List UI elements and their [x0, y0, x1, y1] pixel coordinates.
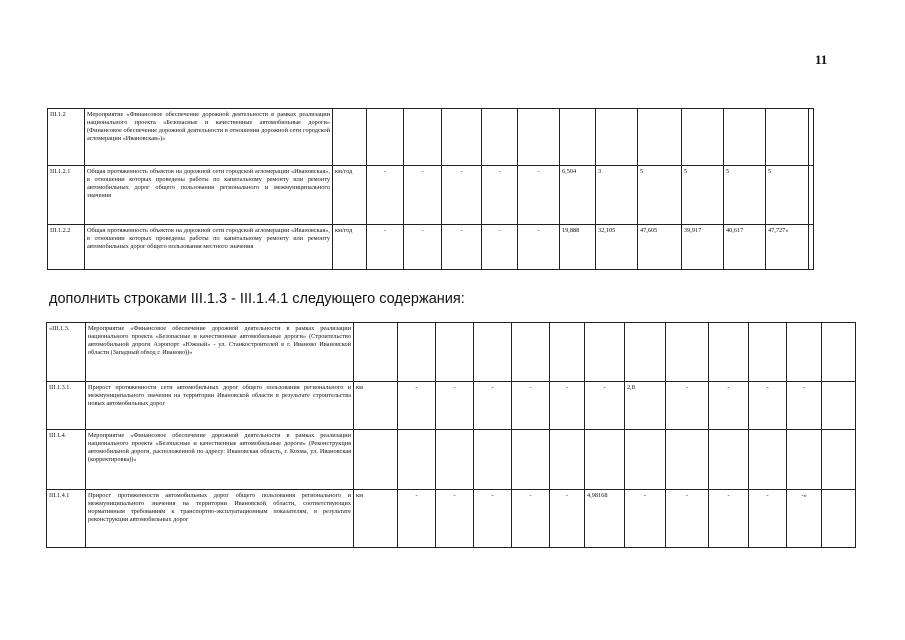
value-cell: - — [436, 490, 474, 548]
value-cell — [682, 109, 724, 166]
value-cell: - — [512, 382, 550, 430]
value-cell — [398, 430, 436, 490]
value-cell: 5 — [682, 166, 724, 225]
value-cell — [436, 430, 474, 490]
value-cell: -» — [787, 490, 822, 548]
value-cell: 5 — [766, 166, 809, 225]
value-cell: 5 — [638, 166, 682, 225]
table-row — [47, 323, 856, 382]
value-cell: 32,105 — [596, 225, 638, 270]
value-cell — [749, 323, 787, 382]
value-cell — [367, 109, 404, 166]
row-code: III.1.4.1 — [47, 490, 86, 548]
row-code: III.1.2 — [48, 109, 85, 166]
value-cell: - — [709, 490, 749, 548]
table-row — [48, 109, 814, 166]
value-cell: - — [442, 225, 482, 270]
value-cell — [822, 490, 856, 548]
value-cell: - — [404, 166, 442, 225]
value-cell: - — [436, 382, 474, 430]
row-description: Прирост протяженности сети автомобильных дорог общего пользования регионального и межмуниципального значения на территории Ивановской области в результате строительства новых автомобильных дорог — [86, 382, 354, 430]
row-unit: км/год — [333, 166, 367, 225]
value-cell — [709, 323, 749, 382]
value-cell: - — [625, 490, 666, 548]
table-row — [47, 382, 856, 430]
value-cell: - — [666, 382, 709, 430]
value-cell — [809, 109, 814, 166]
value-cell: 47,605 — [638, 225, 682, 270]
value-cell: 19,888 — [560, 225, 596, 270]
value-cell — [474, 323, 512, 382]
value-cell: - — [518, 166, 560, 225]
value-cell — [638, 109, 682, 166]
value-cell — [625, 430, 666, 490]
row-description: Общая протяженность объектов на дорожной сети городской агломерации «Ивановская», в отношении которых проведены работы по капитальному ремонту или ремонту автомобильных дорог общего пользования регионального и межмуниципального значения — [85, 166, 333, 225]
row-unit: км/год — [333, 225, 367, 270]
value-cell — [822, 323, 856, 382]
row-description: Мероприятие «Финансовое обеспечение дорожной деятельности в рамках реализации национального проекта «Безопасные и качественные автомобильные дороги» (Реконструкция автомобильной дороги, расположенной по адресу: Ивановская область, г. Кохма, ул. Ивановская (корректировка))» — [86, 430, 354, 490]
value-cell: - — [367, 225, 404, 270]
row-unit — [354, 323, 398, 382]
value-cell — [809, 166, 814, 225]
value-cell: - — [749, 490, 787, 548]
value-cell: 47,727» — [766, 225, 809, 270]
value-cell — [442, 109, 482, 166]
table-row — [48, 225, 814, 270]
row-code: III.1.3.1. — [47, 382, 86, 430]
table-row — [47, 490, 856, 548]
value-cell: - — [512, 490, 550, 548]
value-cell: - — [550, 490, 585, 548]
value-cell — [822, 430, 856, 490]
value-cell — [512, 430, 550, 490]
row-description: Общая протяженность объектов на дорожной сети городской агломерации «Ивановская», в отношении которых проведены работы по капитальному ремонту или ремонту автомобильных дорог общего пользования местного значения — [85, 225, 333, 270]
value-cell: - — [550, 382, 585, 430]
value-cell — [749, 430, 787, 490]
value-cell: - — [585, 382, 625, 430]
value-cell — [809, 225, 814, 270]
value-cell: 39,917 — [682, 225, 724, 270]
value-cell: - — [518, 225, 560, 270]
value-cell: - — [474, 382, 512, 430]
row-description: Прирост протяженности автомобильных дорог общего пользования регионального и межмуниципального значения на территории Ивановской области, соответствующих нормативным требованиям к транспортно-эксплуатационным показателям, в результате реконструкции автомобильных дорог — [86, 490, 354, 548]
value-cell — [550, 323, 585, 382]
value-cell — [787, 430, 822, 490]
row-unit — [354, 430, 398, 490]
indicators-table-2 — [46, 322, 856, 548]
value-cell: - — [482, 225, 518, 270]
value-cell — [709, 430, 749, 490]
indicators-table-1 — [47, 108, 814, 270]
value-cell — [724, 109, 766, 166]
value-cell — [560, 109, 596, 166]
value-cell — [822, 382, 856, 430]
value-cell — [596, 109, 638, 166]
value-cell — [404, 109, 442, 166]
value-cell: - — [482, 166, 518, 225]
value-cell — [766, 109, 809, 166]
value-cell — [550, 430, 585, 490]
value-cell — [474, 430, 512, 490]
value-cell: - — [474, 490, 512, 548]
value-cell: 2,8 — [625, 382, 666, 430]
row-unit: км — [354, 382, 398, 430]
value-cell: 5 — [724, 166, 766, 225]
row-code: III.1.2.2 — [48, 225, 85, 270]
row-code: III.1.4. — [47, 430, 86, 490]
value-cell: - — [398, 490, 436, 548]
row-unit: км — [354, 490, 398, 548]
row-description: Мероприятие «Финансовое обеспечение дорожной деятельности в рамках реализации национального проекта «Безопасные и качественные автомобильные дороги» (Финансовое обеспечение дорожной деятельности в отношении дорожной сети городской агломерации «Ивановская»)» — [85, 109, 333, 166]
value-cell — [585, 323, 625, 382]
value-cell: 4,98168 — [585, 490, 625, 548]
table-row — [47, 430, 856, 490]
value-cell: - — [709, 382, 749, 430]
value-cell: 40,617 — [724, 225, 766, 270]
value-cell — [666, 430, 709, 490]
value-cell: 3 — [596, 166, 638, 225]
value-cell — [482, 109, 518, 166]
value-cell: - — [398, 382, 436, 430]
value-cell — [787, 323, 822, 382]
value-cell — [398, 323, 436, 382]
value-cell — [436, 323, 474, 382]
value-cell: - — [787, 382, 822, 430]
row-code: III.1.2.1 — [48, 166, 85, 225]
row-description: Мероприятие «Финансовое обеспечение дорожной деятельности в рамках реализации национального проекта «Безопасные и качественные автомобильные дороги» (Строительство автомобильной дороги Аэропорт «Южный» - ул. Станкостроителей в г. Иваново Ивановской области (Западный обход г. Иваново))» — [86, 323, 354, 382]
value-cell — [625, 323, 666, 382]
value-cell — [512, 323, 550, 382]
value-cell: - — [367, 166, 404, 225]
row-unit — [333, 109, 367, 166]
value-cell — [518, 109, 560, 166]
value-cell — [585, 430, 625, 490]
section-heading: дополнить строками III.1.3 - III.1.4.1 следующего содержания: — [49, 291, 465, 307]
value-cell: - — [666, 490, 709, 548]
value-cell: - — [442, 166, 482, 225]
table-row — [48, 166, 814, 225]
value-cell: - — [404, 225, 442, 270]
page-number: 11 — [815, 52, 828, 67]
value-cell — [666, 323, 709, 382]
value-cell: 6,504 — [560, 166, 596, 225]
row-code: «III.1.3. — [47, 323, 86, 382]
value-cell: - — [749, 382, 787, 430]
